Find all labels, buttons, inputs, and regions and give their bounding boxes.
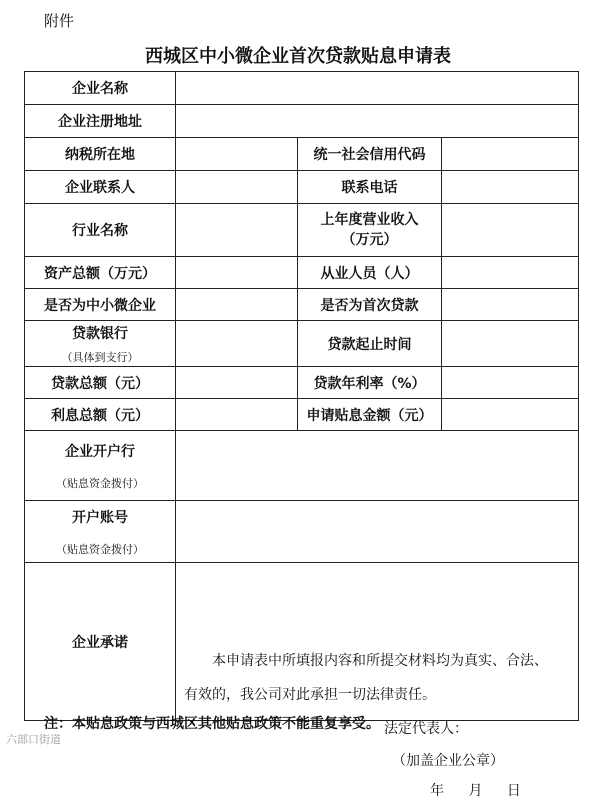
row-interest	[25, 399, 579, 431]
row-account-number	[25, 501, 579, 563]
field-industry-name[interactable]	[176, 204, 298, 257]
field-subsidy-amount[interactable]	[442, 399, 579, 431]
label-account-number	[25, 501, 176, 563]
row-sme	[25, 289, 579, 321]
field-is-sme[interactable]	[176, 289, 298, 321]
account-number-text: 开户账号	[72, 509, 128, 526]
commitment-line-1: 本申请表中所填报内容和所提交材料均为真实、合法、	[212, 652, 548, 669]
field-account-number[interactable]	[176, 501, 579, 563]
label-credit-code: 统一社会信用代码	[298, 138, 442, 171]
label-loan-total: 贷款总额（元）	[25, 367, 176, 399]
row-tax-location	[25, 138, 579, 171]
row-company-name	[25, 72, 579, 105]
footnote: 注：本贴息政策与西城区其他贴息政策不能重复享受。	[44, 716, 380, 732]
legal-representative-label: 法定代表人：	[384, 720, 468, 737]
field-registered-address[interactable]	[176, 105, 579, 138]
company-seal-label: （加盖企业公章）	[392, 752, 504, 769]
label-industry-name: 行业名称	[25, 204, 176, 257]
row-industry	[25, 204, 579, 257]
label-contact-phone: 联系电话	[298, 171, 442, 204]
field-company-name[interactable]	[176, 72, 579, 105]
field-employees[interactable]	[442, 257, 579, 289]
loan-bank-note: （具体到支行）	[61, 350, 139, 364]
account-bank-note: （贴息资金拨付）	[56, 476, 144, 490]
label-last-year-revenue	[298, 204, 442, 257]
field-loan-total[interactable]	[176, 367, 298, 399]
label-loan-rate: 贷款年利率（%）	[298, 367, 442, 399]
revenue-unit-text: （万元）	[341, 232, 398, 248]
label-interest-total: 利息总额（元）	[25, 399, 176, 431]
label-loan-bank	[25, 321, 176, 367]
label-is-sme: 是否为中小微企业	[25, 289, 176, 321]
date-line: 年 月 日	[430, 782, 521, 799]
label-employees: 从业人员（人）	[298, 257, 442, 289]
field-loan-bank[interactable]	[176, 321, 298, 367]
watermark: 六部口街道	[6, 733, 61, 746]
row-loan-total	[25, 367, 579, 399]
field-loan-period[interactable]	[442, 321, 579, 367]
row-contact	[25, 171, 579, 204]
label-contact-person: 企业联系人	[25, 171, 176, 204]
account-bank-text: 企业开户行	[65, 443, 135, 460]
label-company-name: 企业名称	[25, 72, 176, 105]
row-registered-address	[25, 105, 579, 138]
label-total-assets: 资产总额（万元）	[25, 257, 176, 289]
revenue-label-text: 上年度营业收入	[320, 211, 419, 228]
row-account-bank	[25, 431, 579, 501]
account-number-note: （贴息资金拨付）	[56, 542, 144, 556]
field-contact-phone[interactable]	[442, 171, 579, 204]
field-is-first-loan[interactable]	[442, 289, 579, 321]
field-last-year-revenue[interactable]	[442, 204, 579, 257]
field-account-bank[interactable]	[176, 431, 579, 501]
field-credit-code[interactable]	[442, 138, 579, 171]
row-assets	[25, 257, 579, 289]
label-is-first-loan: 是否为首次贷款	[298, 289, 442, 321]
field-tax-location[interactable]	[176, 138, 298, 171]
row-commitment	[25, 563, 579, 721]
label-subsidy-amount: 申请贴息金额（元）	[298, 399, 442, 431]
label-registered-address: 企业注册地址	[25, 105, 176, 138]
field-loan-rate[interactable]	[442, 367, 579, 399]
label-account-bank	[25, 431, 176, 501]
loan-bank-text: 贷款银行	[72, 325, 128, 342]
form-title: 西城区中小微企业首次贷款贴息申请表	[145, 46, 451, 67]
label-tax-location: 纳税所在地	[25, 138, 176, 171]
field-contact-person[interactable]	[176, 171, 298, 204]
label-loan-period: 贷款起止时间	[298, 321, 442, 367]
field-total-assets[interactable]	[176, 257, 298, 289]
field-interest-total[interactable]	[176, 399, 298, 431]
commitment-line-2: 有效的，我公司对此承担一切法律责任。	[184, 686, 436, 703]
attachment-label: 附件	[44, 12, 75, 30]
label-commitment: 企业承诺	[25, 563, 176, 721]
row-loan-bank	[25, 321, 579, 367]
